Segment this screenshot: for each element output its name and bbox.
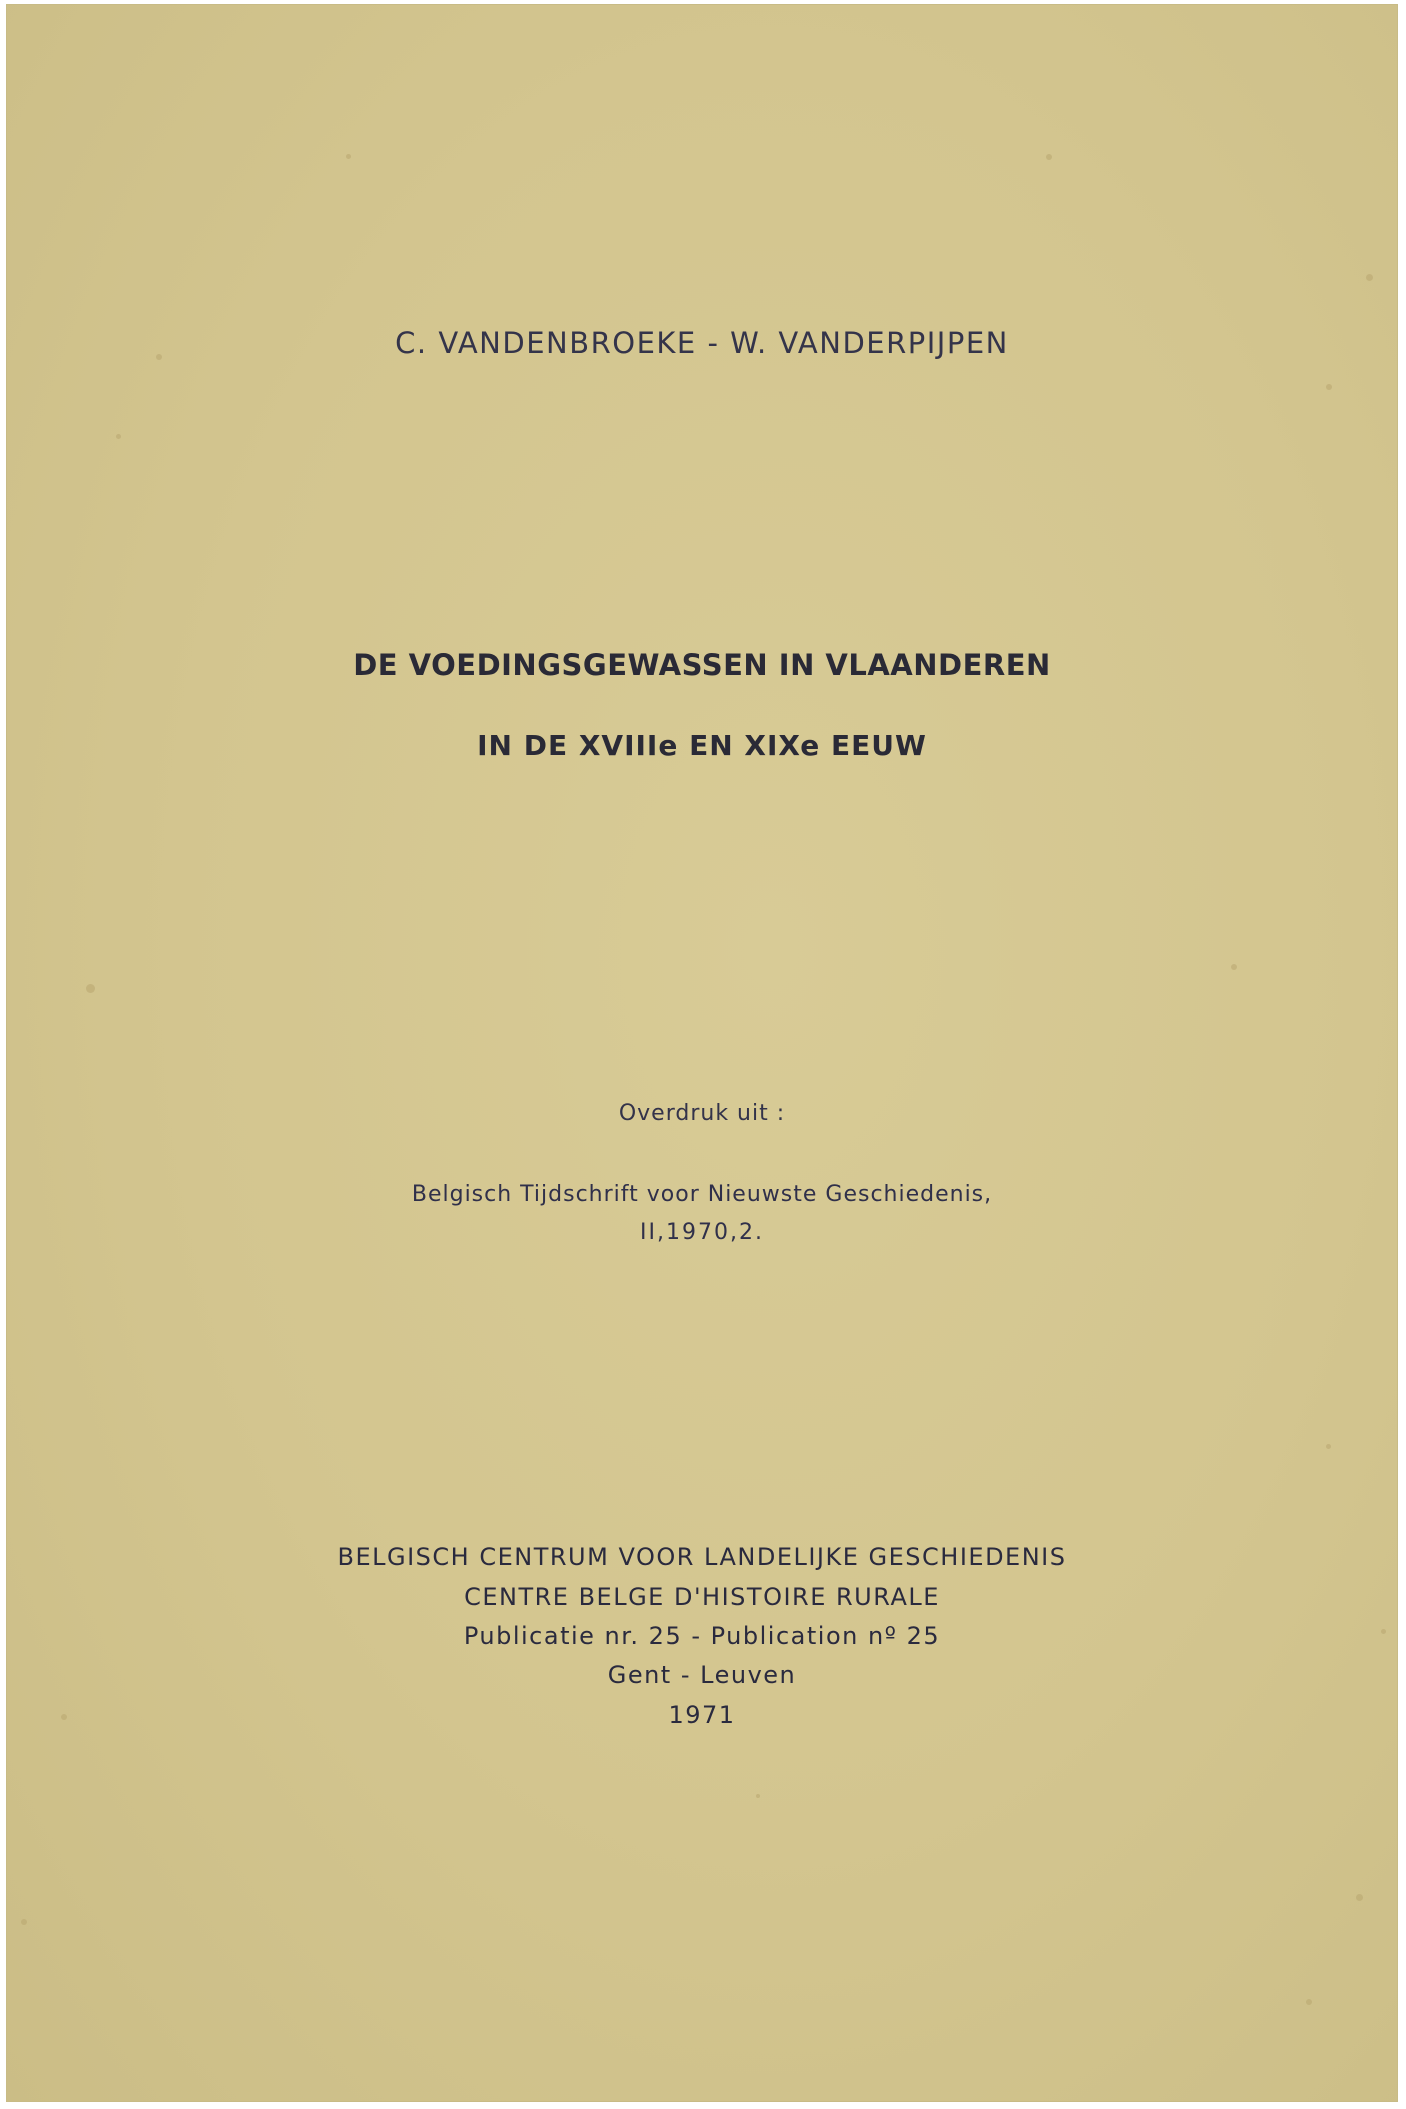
paper-speck — [1306, 1999, 1312, 2005]
title-line-2: IN DE XVIIIe EN XIXe EEUW — [477, 729, 927, 762]
paper-speck — [86, 984, 95, 993]
publisher-nl: BELGISCH CENTRUM VOOR LANDELIJKE GESCHIEDENIS — [337, 1543, 1067, 1571]
journal-issue: II,1970,2. — [640, 1220, 764, 1245]
journal-name: Belgisch Tijdschrift voor Nieuwste Geschiedenis, — [411, 1182, 993, 1207]
publication-place: Gent - Leuven — [607, 1661, 797, 1689]
authors: C. VANDENBROEKE - W. VANDERPIJPEN — [395, 326, 1009, 360]
book-cover — [6, 4, 1398, 2102]
paper-speck — [346, 154, 351, 159]
publication-year: 1971 — [668, 1701, 736, 1729]
paper-speck — [1046, 154, 1052, 160]
offprint-label: Overdruk uit : — [618, 1101, 786, 1126]
publisher-fr: CENTRE BELGE D'HISTOIRE RURALE — [464, 1583, 940, 1611]
paper-speck — [1326, 384, 1332, 390]
paper-speck — [1356, 1894, 1363, 1901]
paper-speck — [1326, 1444, 1331, 1449]
paper-speck — [1231, 964, 1237, 970]
publication-number: Publicatie nr. 25 - Publication nº 25 — [463, 1622, 941, 1650]
paper-speck — [21, 1919, 27, 1925]
paper-speck — [756, 1794, 760, 1798]
paper-speck — [116, 434, 121, 439]
paper-speck — [1366, 274, 1373, 281]
title-line-1: DE VOEDINGSGEWASSEN IN VLAANDEREN — [353, 648, 1051, 682]
